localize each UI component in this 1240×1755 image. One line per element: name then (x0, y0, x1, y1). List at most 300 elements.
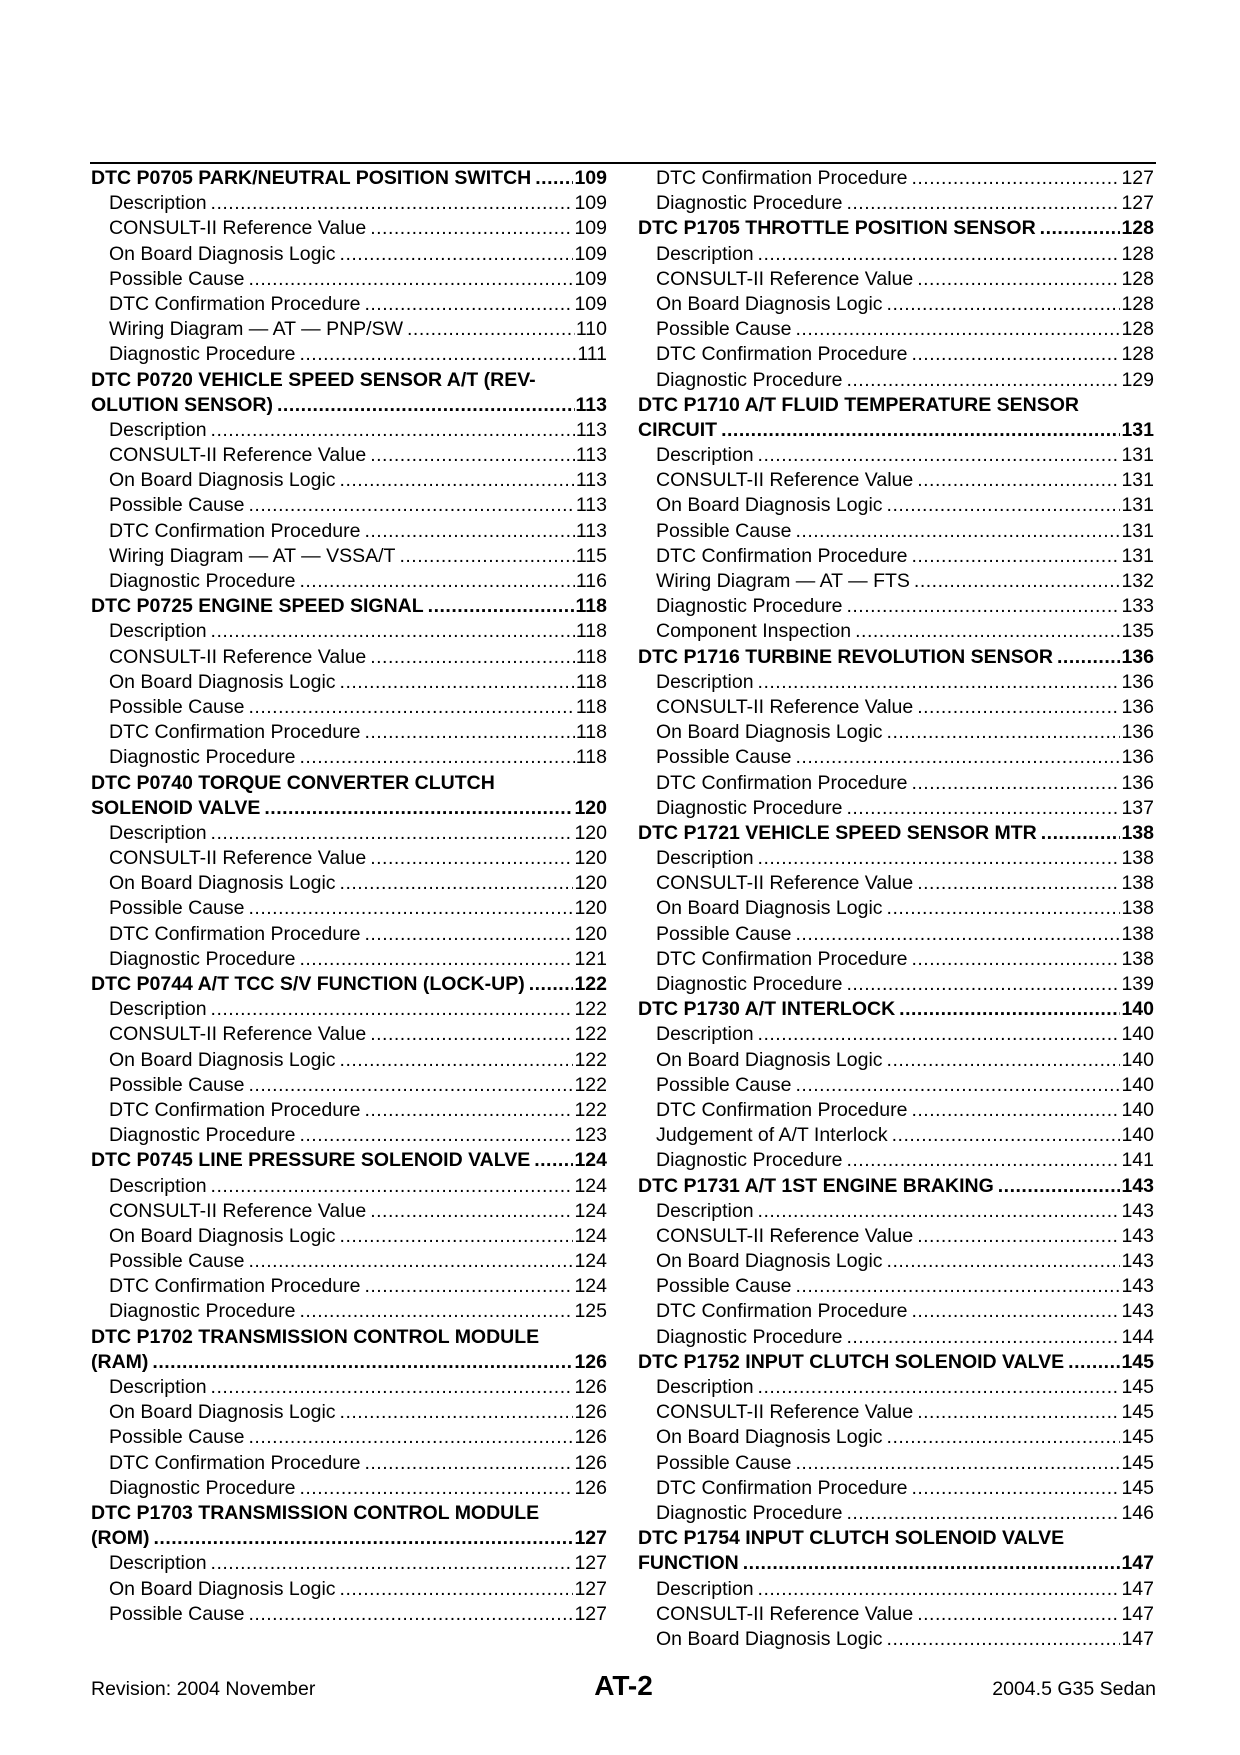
toc-leader-dots (249, 493, 575, 518)
toc-heading[interactable] (638, 1526, 1154, 1551)
toc-label: Description (656, 670, 754, 693)
toc-entry[interactable] (638, 569, 1154, 594)
toc-label: DTC Confirmation Procedure (109, 1098, 361, 1121)
toc-label: On Board Diagnosis Logic (656, 1250, 883, 1273)
toc-page-number: 127 (574, 1527, 607, 1550)
toc-leader-dots (249, 267, 574, 292)
toc-heading[interactable] (91, 166, 607, 191)
toc-entry[interactable] (91, 317, 607, 342)
toc-leader-dots (340, 1400, 574, 1425)
toc-page-number: 128 (1121, 217, 1154, 240)
toc-page-number: 136 (1121, 670, 1154, 693)
toc-leader-dots (1041, 821, 1121, 846)
toc-entry[interactable] (638, 695, 1154, 720)
toc-entry[interactable] (638, 1148, 1154, 1173)
toc-entry[interactable] (638, 947, 1154, 972)
toc-page-number: 126 (574, 1350, 607, 1373)
toc-label: Possible Cause (109, 267, 245, 290)
toc-entry[interactable] (91, 1577, 607, 1602)
toc-leader-dots (529, 972, 574, 997)
toc-leader-dots (299, 745, 574, 770)
toc-entry[interactable] (638, 443, 1154, 468)
toc-heading[interactable] (638, 418, 1154, 443)
toc-leader-dots (887, 1425, 1121, 1450)
toc-page-number: 113 (575, 519, 607, 542)
toc-entry[interactable] (638, 1073, 1154, 1098)
toc-label: CONSULT-II Reference Value (656, 1224, 914, 1247)
toc-label: Diagnostic Procedure (656, 1149, 843, 1172)
toc-label: CONSULT-II Reference Value (109, 1199, 367, 1222)
toc-label: CONSULT-II Reference Value (656, 695, 914, 718)
toc-label: (RAM) (91, 1350, 149, 1373)
toc-page-number: 115 (575, 544, 607, 567)
toc-entry[interactable] (91, 745, 607, 770)
toc-leader-dots (211, 619, 575, 644)
toc-label: Diagnostic Procedure (656, 192, 843, 215)
toc-entry[interactable] (91, 1224, 607, 1249)
toc-leader-dots (370, 216, 573, 241)
toc-leader-dots (846, 972, 1120, 997)
toc-label: CONSULT-II Reference Value (109, 444, 367, 467)
toc-label: Diagnostic Procedure (109, 746, 296, 769)
toc-leader-dots (152, 1350, 573, 1375)
toc-page-number: 124 (574, 1149, 607, 1172)
toc-column-right (638, 166, 1154, 1652)
toc-leader-dots (299, 569, 574, 594)
toc-page-number: 128 (1121, 343, 1154, 366)
toc-label: On Board Diagnosis Logic (656, 897, 883, 920)
toc-entry[interactable] (638, 317, 1154, 342)
toc-page-number: 118 (575, 695, 607, 718)
toc-entry[interactable] (91, 1098, 607, 1123)
toc-page-number: 126 (574, 1451, 607, 1474)
toc-page-number: 143 (1121, 1224, 1154, 1247)
toc-entry[interactable] (91, 1249, 607, 1274)
toc-entry[interactable] (91, 418, 607, 443)
toc-leader-dots (370, 645, 575, 670)
toc-entry[interactable] (91, 1022, 607, 1047)
toc-leader-dots (758, 846, 1121, 871)
toc-page-number: 122 (574, 1023, 607, 1046)
toc-page-number: 132 (1121, 570, 1154, 592)
toc-entry[interactable] (91, 267, 607, 292)
toc-entry[interactable] (638, 267, 1154, 292)
toc-page-number: 116 (575, 570, 607, 592)
toc-entry[interactable] (638, 493, 1154, 518)
toc-page-number: 145 (1121, 1451, 1154, 1474)
toc-label: Possible Cause (109, 695, 245, 718)
toc-entry[interactable] (638, 771, 1154, 796)
toc-entry[interactable] (638, 846, 1154, 871)
toc-page-number: 120 (574, 872, 607, 895)
toc-entry[interactable] (638, 1199, 1154, 1224)
toc-entry[interactable] (638, 342, 1154, 367)
toc-leader-dots (887, 1249, 1121, 1274)
toc-label: Possible Cause (656, 318, 792, 341)
toc-leader-dots (249, 695, 575, 720)
toc-label: Description (109, 620, 207, 643)
toc-entry[interactable] (91, 569, 607, 594)
toc-leader-dots (796, 317, 1121, 342)
toc-page-number: 131 (1121, 418, 1154, 441)
toc-label: DTC Confirmation Procedure (109, 922, 361, 945)
toc-entry[interactable] (91, 292, 607, 317)
toc-leader-dots (1068, 1350, 1120, 1375)
toc-entry[interactable] (91, 242, 607, 267)
toc-heading[interactable] (638, 1350, 1154, 1375)
toc-page-number: 131 (1121, 544, 1154, 567)
toc-page-number: 128 (1121, 267, 1154, 290)
toc-page-number: 131 (1121, 519, 1154, 542)
toc-entry[interactable] (638, 242, 1154, 267)
toc-entry[interactable] (638, 922, 1154, 947)
toc-entry[interactable] (91, 1375, 607, 1400)
toc-page-number: 138 (1121, 897, 1154, 920)
toc-heading[interactable] (91, 368, 607, 393)
toc-page-number: 147 (1121, 1627, 1154, 1650)
toc-heading[interactable] (638, 216, 1154, 241)
toc-page-number: 140 (1121, 1098, 1154, 1121)
toc-leader-dots (758, 443, 1121, 468)
toc-page-number: 126 (574, 1426, 607, 1449)
toc-leader-dots (911, 771, 1120, 796)
toc-entry[interactable] (91, 1274, 607, 1299)
toc-leader-dots (534, 1148, 573, 1173)
toc-heading[interactable] (638, 393, 1154, 418)
toc-entry[interactable] (638, 1325, 1154, 1350)
toc-page-number: 124 (574, 1275, 607, 1298)
toc-label: Diagnostic Procedure (109, 343, 296, 366)
toc-label: Description (656, 1577, 754, 1600)
toc-leader-dots (846, 594, 1120, 619)
toc-entry[interactable] (91, 896, 607, 921)
toc-label: Diagnostic Procedure (109, 1476, 296, 1499)
toc-entry[interactable] (638, 1048, 1154, 1073)
toc-entry[interactable] (638, 1425, 1154, 1450)
toc-entry[interactable] (638, 1451, 1154, 1476)
toc-entry[interactable] (638, 1249, 1154, 1274)
toc-page-number: 118 (575, 595, 607, 618)
toc-entry[interactable] (638, 1224, 1154, 1249)
toc-page-number: 109 (574, 242, 607, 265)
toc-leader-dots (340, 1048, 574, 1073)
toc-entry[interactable] (638, 594, 1154, 619)
toc-label: DTC P0725 ENGINE SPEED SIGNAL (91, 595, 424, 618)
toc-leader-dots (407, 317, 575, 342)
toc-page-number: 135 (1121, 620, 1154, 643)
toc-entry[interactable] (638, 972, 1154, 997)
toc-leader-dots (911, 544, 1120, 569)
toc-entry[interactable] (91, 922, 607, 947)
toc-leader-dots (153, 1526, 573, 1551)
toc-leader-dots (911, 166, 1120, 191)
toc-page-number: 131 (1121, 469, 1154, 492)
toc-entry[interactable] (91, 1299, 607, 1324)
toc-leader-dots (846, 796, 1120, 821)
toc-entry[interactable] (91, 1199, 607, 1224)
toc-page-number: 109 (574, 292, 607, 315)
toc-label: DTC Confirmation Procedure (656, 771, 908, 794)
toc-label: OLUTION SENSOR) (91, 393, 274, 416)
toc-entry[interactable] (638, 1299, 1154, 1324)
toc-page-number: 136 (1121, 695, 1154, 718)
toc-label: DTC P1721 VEHICLE SPEED SENSOR MTR (638, 821, 1037, 844)
toc-label: CONSULT-II Reference Value (656, 267, 914, 290)
toc-entry[interactable] (638, 1123, 1154, 1148)
toc-leader-dots (846, 1148, 1120, 1173)
toc-page-number: 141 (1121, 1149, 1154, 1172)
toc-page-number: 136 (1121, 771, 1154, 794)
toc-heading[interactable] (638, 1551, 1154, 1576)
toc-label: DTC Confirmation Procedure (656, 1300, 908, 1323)
toc-label: On Board Diagnosis Logic (109, 1224, 336, 1247)
toc-entry[interactable] (91, 1400, 607, 1425)
toc-leader-dots (249, 1425, 574, 1450)
toc-entry[interactable] (638, 1602, 1154, 1627)
toc-leader-dots (535, 166, 573, 191)
toc-entry[interactable] (638, 1476, 1154, 1501)
toc-leader-dots (887, 896, 1121, 921)
toc-label: DTC P1705 THROTTLE POSITION SENSOR (638, 217, 1036, 240)
toc-leader-dots (340, 871, 574, 896)
toc-entry[interactable] (91, 443, 607, 468)
toc-label: Description (109, 192, 207, 215)
toc-entry[interactable] (91, 1048, 607, 1073)
toc-leader-dots (911, 1299, 1120, 1324)
toc-label: On Board Diagnosis Logic (656, 292, 883, 315)
toc-leader-dots (249, 896, 574, 921)
toc-leader-dots (743, 1551, 1121, 1576)
toc-entry[interactable] (91, 947, 607, 972)
toc-heading[interactable] (638, 821, 1154, 846)
toc-entry[interactable] (91, 619, 607, 644)
toc-page-number: 121 (574, 947, 607, 970)
toc-label: DTC P1702 TRANSMISSION CONTROL MODULE (91, 1325, 540, 1348)
toc-label: On Board Diagnosis Logic (109, 670, 336, 693)
toc-label: Description (109, 1552, 207, 1575)
toc-leader-dots (855, 619, 1120, 644)
toc-entry[interactable] (638, 166, 1154, 191)
toc-entry[interactable] (638, 745, 1154, 770)
toc-heading[interactable] (91, 796, 607, 821)
toc-leader-dots (1040, 216, 1121, 241)
toc-entry[interactable] (91, 544, 607, 569)
toc-entry[interactable] (638, 468, 1154, 493)
toc-page-number: 109 (574, 267, 607, 290)
toc-entry[interactable] (91, 1551, 607, 1576)
toc-leader-dots (249, 1073, 574, 1098)
toc-page-number: 137 (1121, 796, 1154, 819)
toc-entry[interactable] (638, 796, 1154, 821)
toc-entry[interactable] (638, 544, 1154, 569)
toc-entry[interactable] (638, 670, 1154, 695)
toc-label: On Board Diagnosis Logic (109, 1401, 336, 1424)
toc-label: CONSULT-II Reference Value (656, 1401, 914, 1424)
toc-heading[interactable] (91, 393, 607, 418)
toc-label: On Board Diagnosis Logic (109, 1048, 336, 1071)
toc-label: DTC P0720 VEHICLE SPEED SENSOR A/T (REV- (91, 368, 536, 391)
toc-page-number: 122 (574, 1073, 607, 1096)
toc-leader-dots (796, 1451, 1121, 1476)
toc-label: Wiring Diagram — AT — VSSA/T (109, 544, 396, 567)
toc-entry[interactable] (91, 846, 607, 871)
toc-heading[interactable] (91, 771, 607, 796)
toc-page-number: 124 (574, 1250, 607, 1273)
toc-page-number: 111 (577, 343, 607, 366)
toc-leader-dots (211, 1174, 574, 1199)
toc-label: Description (656, 1023, 754, 1046)
toc-entry[interactable] (91, 670, 607, 695)
toc-page-number: 126 (574, 1401, 607, 1424)
toc-page-number: 128 (1121, 242, 1154, 265)
toc-heading[interactable] (91, 1501, 607, 1526)
toc-label: Component Inspection (656, 620, 852, 643)
toc-label: Description (109, 418, 207, 441)
model-text: 2004.5 G35 Sedan (992, 1678, 1156, 1700)
toc-leader-dots (758, 1375, 1121, 1400)
toc-leader-dots (340, 468, 575, 493)
toc-label: DTC Confirmation Procedure (656, 1476, 908, 1499)
toc-label: Possible Cause (656, 1275, 792, 1298)
toc-heading[interactable] (91, 594, 607, 619)
toc-entry[interactable] (91, 645, 607, 670)
toc-entry[interactable] (91, 1425, 607, 1450)
toc-page-number: 143 (1121, 1250, 1154, 1273)
toc-entry[interactable] (638, 1627, 1154, 1652)
toc-entry[interactable] (91, 1602, 607, 1627)
toc-entry[interactable] (91, 493, 607, 518)
toc-heading[interactable] (91, 1325, 607, 1350)
toc-label: CONSULT-II Reference Value (656, 872, 914, 895)
toc-heading[interactable] (91, 972, 607, 997)
toc-entry[interactable] (91, 1123, 607, 1148)
toc-entry[interactable] (91, 342, 607, 367)
toc-page-number: 118 (575, 721, 607, 744)
toc-leader-dots (299, 342, 576, 367)
toc-page-number: 147 (1121, 1577, 1154, 1600)
toc-leader-dots (914, 569, 1121, 594)
toc-entry[interactable] (638, 1501, 1154, 1526)
toc-page-number: 144 (1121, 1325, 1154, 1348)
toc-page-number: 145 (1121, 1350, 1154, 1373)
toc-entry[interactable] (638, 1375, 1154, 1400)
toc-heading[interactable] (638, 997, 1154, 1022)
toc-label: Diagnostic Procedure (656, 368, 843, 391)
toc-page-number: 143 (1121, 1300, 1154, 1323)
toc-entry[interactable] (638, 871, 1154, 896)
toc-page-number: 120 (574, 897, 607, 920)
toc-page-number: 120 (574, 821, 607, 844)
toc-label: Diagnostic Procedure (109, 570, 296, 592)
toc-page-number: 136 (1121, 721, 1154, 744)
toc-heading[interactable] (91, 1148, 607, 1173)
page-footer (91, 1670, 1156, 1700)
toc-entry[interactable] (91, 695, 607, 720)
toc-label: DTC Confirmation Procedure (109, 519, 361, 542)
toc-entry[interactable] (91, 1476, 607, 1501)
toc-label: Possible Cause (656, 746, 792, 769)
toc-page-number: 138 (1121, 847, 1154, 870)
toc-entry[interactable] (91, 821, 607, 846)
toc-leader-dots (887, 292, 1121, 317)
toc-entry[interactable] (638, 1274, 1154, 1299)
toc-entry[interactable] (91, 519, 607, 544)
toc-entry[interactable] (638, 292, 1154, 317)
toc-entry[interactable] (638, 896, 1154, 921)
toc-page-number: 145 (1121, 1401, 1154, 1424)
toc-heading[interactable] (91, 1350, 607, 1375)
toc-label: Description (656, 444, 754, 467)
toc-label: Possible Cause (656, 922, 792, 945)
toc-label: CONSULT-II Reference Value (109, 217, 367, 240)
toc-label: DTC P1710 A/T FLUID TEMPERATURE SENSOR (638, 393, 1079, 416)
toc-page-number: 124 (574, 1224, 607, 1247)
toc-entry[interactable] (638, 1022, 1154, 1047)
toc-entry[interactable] (91, 997, 607, 1022)
toc-page-number: 145 (1121, 1376, 1154, 1398)
toc-label: DTC P1752 INPUT CLUTCH SOLENOID VALVE (638, 1350, 1065, 1373)
toc-leader-dots (911, 1098, 1120, 1123)
toc-leader-dots (299, 947, 573, 972)
toc-page-number: 143 (1121, 1199, 1154, 1222)
toc-label: Wiring Diagram — AT — FTS (656, 570, 910, 592)
toc-heading[interactable] (91, 1526, 607, 1551)
toc-leader-dots (370, 846, 573, 871)
toc-entry[interactable] (638, 519, 1154, 544)
toc-entry[interactable] (91, 191, 607, 216)
toc-leader-dots (370, 1199, 573, 1224)
toc-label: Possible Cause (109, 494, 245, 517)
toc-leader-dots (796, 1274, 1121, 1299)
toc-entry[interactable] (638, 368, 1154, 393)
toc-entry[interactable] (91, 1174, 607, 1199)
toc-label: On Board Diagnosis Logic (109, 1577, 336, 1600)
toc-heading[interactable] (638, 645, 1154, 670)
toc-leader-dots (758, 1022, 1121, 1047)
toc-entry[interactable] (91, 1073, 607, 1098)
toc-page-number: 143 (1121, 1174, 1154, 1197)
toc-label: Possible Cause (109, 1073, 245, 1096)
toc-page-number: 118 (575, 645, 607, 668)
toc-label: Diagnostic Procedure (656, 595, 843, 618)
toc-entry[interactable] (91, 871, 607, 896)
toc-label: Possible Cause (109, 1250, 245, 1273)
toc-entry[interactable] (638, 720, 1154, 745)
toc-entry[interactable] (91, 468, 607, 493)
toc-entry[interactable] (638, 1098, 1154, 1123)
toc-label: Description (656, 847, 754, 870)
toc-entry[interactable] (638, 191, 1154, 216)
toc-entry[interactable] (638, 1577, 1154, 1602)
toc-leader-dots (846, 1501, 1120, 1526)
toc-label: On Board Diagnosis Logic (656, 1048, 883, 1071)
toc-label: Judgement of A/T Interlock (656, 1124, 888, 1147)
toc-entry[interactable] (638, 619, 1154, 644)
toc-entry[interactable] (91, 216, 607, 241)
toc-entry[interactable] (91, 1451, 607, 1476)
toc-entry[interactable] (638, 1400, 1154, 1425)
toc-label: DTC Confirmation Procedure (109, 721, 361, 744)
toc-label: On Board Diagnosis Logic (656, 721, 883, 744)
toc-leader-dots (917, 1602, 1120, 1627)
toc-heading[interactable] (638, 1174, 1154, 1199)
toc-leader-dots (846, 1325, 1120, 1350)
toc-label: DTC P0744 A/T TCC S/V FUNCTION (LOCK-UP) (91, 973, 525, 995)
toc-entry[interactable] (91, 720, 607, 745)
toc-page-number: 138 (1121, 872, 1154, 895)
toc-label: Possible Cause (109, 897, 245, 920)
toc-leader-dots (796, 1073, 1121, 1098)
